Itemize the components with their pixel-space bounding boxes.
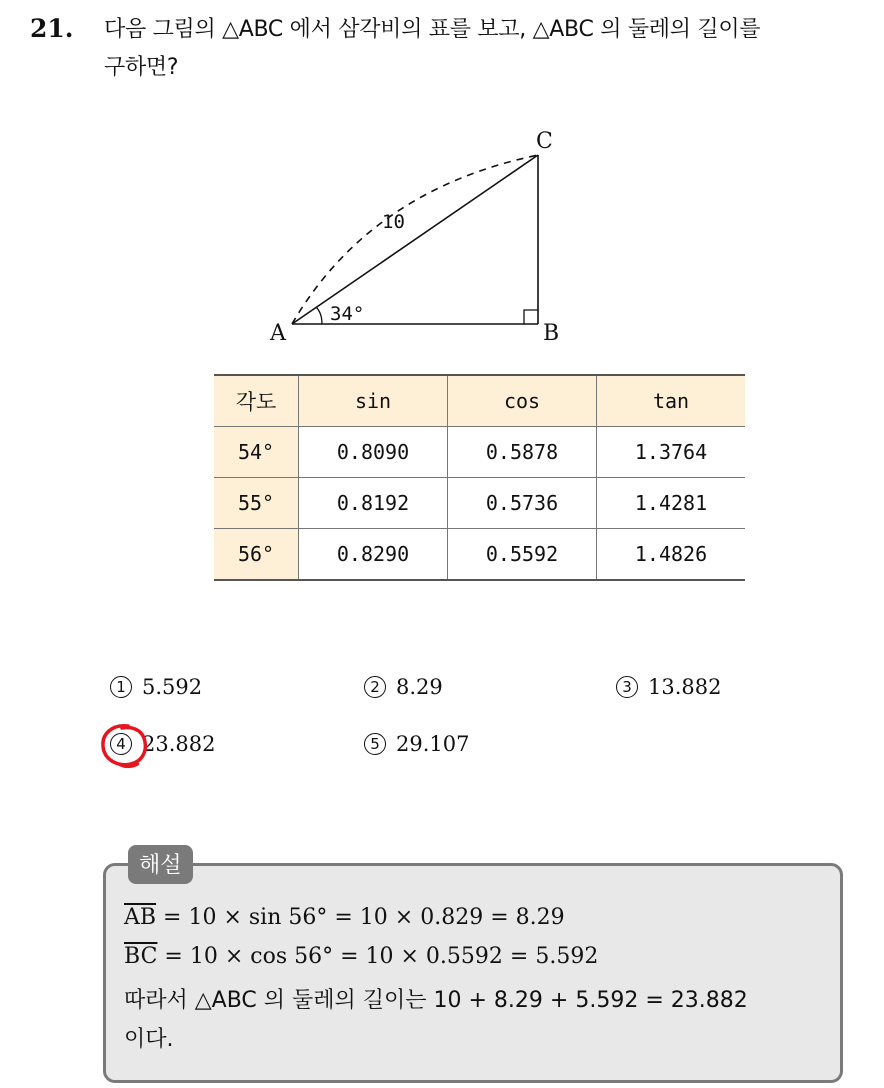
choice-3-number: 3 <box>616 676 638 698</box>
explanation-line-3: 따라서 △ABC 의 둘레의 길이는 10 + 8.29 + 5.592 = 23.882 <box>124 988 748 1013</box>
choice-1[interactable] <box>110 675 202 699</box>
header-cos: cos <box>448 375 597 427</box>
vertex-b-label: B <box>543 321 560 346</box>
choice-1-value: 5.592 <box>142 675 203 699</box>
cell-angle: 55° <box>214 478 299 529</box>
explanation-line-1-equation: = 10 × sin 56° = 10 × 0.829 = 8.29 <box>156 905 565 930</box>
explanation-tag: 해설 <box>128 845 193 884</box>
explanation-line-4: 이다. <box>124 1027 174 1052</box>
vertex-a-label: A <box>270 321 286 346</box>
choice-2-number: 2 <box>364 676 386 698</box>
angle-arc <box>316 307 322 324</box>
trig-ratio-table <box>214 374 745 581</box>
explanation-line-2 <box>124 944 598 969</box>
cell-sin: 0.8090 <box>299 427 448 478</box>
choice-3[interactable] <box>616 675 721 699</box>
header-sin: sin <box>299 375 448 427</box>
cell-angle: 56° <box>214 529 299 581</box>
choice-5-value: 29.107 <box>396 732 470 756</box>
right-angle-mark <box>524 310 538 324</box>
explanation-line-2-equation: = 10 × cos 56° = 10 × 0.5592 = 5.592 <box>157 944 599 969</box>
table-row <box>214 427 745 478</box>
header-tan: tan <box>597 375 746 427</box>
angle-label: 34° <box>330 303 365 325</box>
choice-2-value: 8.29 <box>396 675 443 699</box>
cell-tan: 1.3764 <box>597 427 746 478</box>
cell-cos: 0.5592 <box>448 529 597 581</box>
hypotenuse-length-label: 10 <box>382 211 405 233</box>
question-number: 21. <box>30 14 74 43</box>
table-header-row <box>214 375 745 427</box>
explanation-line-1 <box>124 905 565 930</box>
segment-ab: $\overline{AB}$ <box>124 905 157 930</box>
table-row <box>214 529 745 581</box>
choice-5[interactable] <box>364 732 469 756</box>
header-angle: 각도 <box>214 375 299 427</box>
question-text-line-1: 다음 그림의 △ABC 에서 삼각비의 표를 보고, △ABC 의 둘레의 길이를 <box>104 17 761 42</box>
cell-angle: 54° <box>214 427 299 478</box>
choice-4-number: 4 <box>110 733 132 755</box>
cell-cos: 0.5878 <box>448 427 597 478</box>
cell-tan: 1.4826 <box>597 529 746 581</box>
choice-5-number: 5 <box>364 733 386 755</box>
choice-3-value: 13.882 <box>648 675 722 699</box>
choice-4-value: 23.882 <box>142 732 216 756</box>
question-text-line-2: 구하면? <box>104 55 179 80</box>
explanation-box <box>103 863 843 1083</box>
cell-tan: 1.4281 <box>597 478 746 529</box>
side-ac <box>292 155 538 324</box>
cell-sin: 0.8290 <box>299 529 448 581</box>
cell-sin: 0.8192 <box>299 478 448 529</box>
choice-1-number: 1 <box>110 676 132 698</box>
choice-2[interactable] <box>364 675 443 699</box>
segment-bc: $\overline{BC}$ <box>124 944 158 969</box>
triangle-figure <box>0 0 884 370</box>
table-row <box>214 478 745 529</box>
cell-cos: 0.5736 <box>448 478 597 529</box>
vertex-c-label: C <box>536 129 553 154</box>
answer-mark-circle <box>98 720 154 772</box>
